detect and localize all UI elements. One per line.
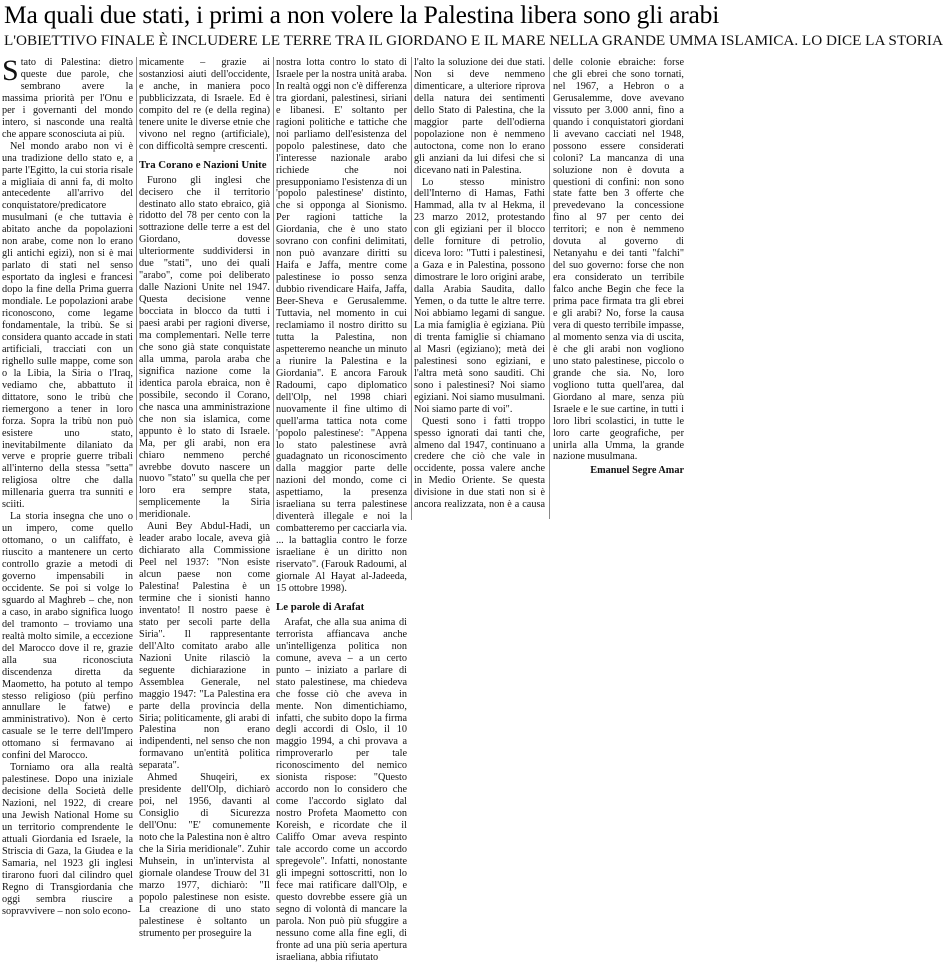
paragraph: micamente – grazie ai sostanziosi aiuti dell'occidente, e anche, in maniera poco pubblicizzata, di Israele. Ed è compito del re (e della regina) tenere unite le diverse etnie che vivono nel regno (artificiale), con difficoltà sempre crescenti. [139,57,270,152]
column-divider [411,57,412,520]
paragraph: Furono gli inglesi che decisero che il territorio destinato allo stato ebraico, già ridotto del 78 per cento con la sottrazione delle terre a est del Giordano, dovesse ulteriormente suddividersi in due "stati", uno dei quali "arabo", come poi deliberato dalle Nazioni Unite nel 1947. Questa decisione venne bocciata in blocco da tutti i paesi arabi per ragioni diverse, ma complementari. Nelle terre che sono già state conquistate alla umma, parola araba che significa nazione come la identica parola ebraica, non è possibile, secondo il Corano, che nasca una amministrazione che non sia islamica, come appunto è lo stato di Israele. Ma, per gli arabi, non era chiaro nemmeno perché avrebbe dovuto nascere un nuovo "stato" su quella che per loro era sempre stata, semplicemente la Siria meridionale. [139,174,270,521]
article-column-3 [276,57,407,963]
headline: Ma quali due stati, i primi a non volere la Palestina libera sono gli arabi [4,0,720,29]
paragraph: l'alto la soluzione dei due stati. Non si deve nemmeno dimenticare, a ulteriore riprova della natura dei sentimenti dello Stato di Palestina, che la maggior parte dell'odierna popolazione non è nemmeno autoctona, come non lo erano gli anziani da lui difesi che si dicevano nati in Palestina. [414,57,545,176]
article-column-2 [139,57,270,939]
paragraph: Auni Bey Abdul-Hadi, un leader arabo locale, aveva già dichiarato alla Commissione Peel nel 1937: "Non esiste alcun paese non come Palestina! Palestina è un termine che i sionisti hanno inventato! Il nostro paese è stato per secoli parte della Siria". Il rappresentante dell'Alto comitato arabo alle Nazioni Unite rilasciò la seguente dichiarazione in Assemblea Generale, nel maggio 1947: "La Palestina era parte della provincia della Siria; politicamente, gli arabi di Palestina non erano indipendenti, nel senso che non formavano un'entità politica separata". [139,521,270,772]
paragraph: Torniamo ora alla realtà palestinese. Dopo una iniziale decisione della Società delle Nazioni, nel 1922, di creare una Jewish National Home su un territorio comprendente le attuali Giordania ed Israele, la Striscia di Gaza, la Giudea e la Samaria, nel 1923 gli inglesi tirarono fuori dal cilindro quel Regno di Transgiordania che oggi sembra riuscire a sopravvivere – non solo econo- [2,762,133,917]
section-heading: Tra Corano e Nazioni Unite [139,158,267,171]
column-divider [136,57,137,520]
drop-cap: S [2,54,19,87]
article-column-1 [2,54,133,917]
paragraph: Lo stesso ministro dell'Interno di Hamas, Fathi Hammad, alla tv al Hekma, il 23 marzo 2012, protestando con gli egiziani per il blocco delle forniture di petrolio, diceva loro: "Tutti i palestinesi, a Gaza e in Palestina, possono dimostrare le loro origini arabe, dalla Arabia Saudita, dallo Yemen, o da tutte le altre terre. Noi abbiamo legami di sangue. La mia famiglia è egiziana. Più di trenta famiglie si chiamano al Masri (egiziano); metà dei palestinesi sono egiziani, e l'altra metà sono sauditi. Chi sono i palestinesi? Noi siamo egiziani. Noi siamo musulmani. Noi siamo parte di voi". [414,176,545,415]
paragraph [2,54,133,141]
paragraph: Ahmed Shuqeiri, ex presidente dell'Olp, dichiarò poi, nel 1956, davanti al Consiglio di Sicurezza dell'Onu: "E' comunemente noto che la Palestina non è altro che la Siria meridionale". Zuhir Muhsein, in un'intervista al giornale olandese Trouw del 31 marzo 1977, dichiarò: "Il popolo palestinese non esiste. La creazione di uno stato palestinese è soltanto un strumento per proseguire la [139,772,270,939]
paragraph: La storia insegna che uno o un impero, come quello ottomano, o un califfato, è riuscito a mantenere un certo controllo grazie a metodi di governo impensabili in occidente. Se poi si volge lo sguardo al Maghreb – che, non a caso, in arabo significa luogo del tramonto – troviamo una realtà molto simile, a eccezione del Marocco dove il re, grazie alla sua riconosciuta discendenza diretta da Maometto, ha potuto al tempo stesso religioso (più perfino annullare le fatwe) e amministrativo). Non è certo casuale se le terre dell'Impero ottomano si fermavano ai confini del Marocco. [2,511,133,762]
section-heading: Le parole di Arafat [276,600,365,613]
paragraph: Nel mondo arabo non vi è una tradizione dello stato e, a parte l'Egitto, la cui storia risale a migliaia di anni fa, di molto antecedente all'arrivo del conquistatore/predicatore musulmani (e che tuttavia è abitato anche da popolazioni non arabe, come non lo erano gli antichi egizi), non si è mai parlato di stati nel senso esportato da inglesi e francesi dopo la fine della Prima guerra mondiale. Le popolazioni arabe riconoscono, come legame fondamentale, la tribù. Se si considera quanto accade in stati artificiali, tracciati con un righello sulle mappe, come son o la Libia, la Siria o l'Iraq, vediamo che, abbattuto il dittatore, sono le tribù che riemergono a tener in loro forza. Sopra la tribù non può esistere uno stato, inevitabilmente dilaniato da verve e proprie guerre tribali all'interno della stessa "setta" religiosa oltre che dalla millenaria guerra tra sunniti e sciiti. [2,140,133,511]
column-divider [273,57,274,520]
paragraph-text: tato di Palestina: dietro queste due parole, che sembrano avere la massima priorità per l'Onu e per i governanti del mondo intero, si nasconde una realtà che appare sconosciuta ai più. [2,57,133,140]
paragraph: nostra lotta contro lo stato di Israele per la nostra unità araba. In realtà oggi non c'è differenza tra giordani, palestinesi, siriani e libanesi. E' soltanto per ragioni politiche e tattiche che noi parliamo dell'esistenza del popolo palestinese, dato che l'interesse nazionale arabo richiede che noi presupponiamo l'esistenza di un 'popolo palestinese' distinto, che si opponga al Sionismo. Per ragioni tattiche la Giordania, che è uno stato sovrano con confini delimitati, non può avanzare diritti su Haifa e Jaffa, mentre come palestinese io posso senza dubbio rivendicare Haifa, Jaffa, Beer-Sheva e Gerusalemme. Tuttavia, nel momento in cui reclamiamo il nostro diritto su tutta la Palestina, non aspetteremo neanche un minuto a riunire la Palestina e la Giordania". E ancora Farouk Radoumi, capo diplomatico dell'Olp, nel 1998 chiarì nuovamente il fine ultimo di quell'arma tattica nota come 'popolo palestinese': "Appena lo stato palestinese avrà guadagnato un riconoscimento dalla maggior parte delle nazioni del mondo, come ci aspettiamo, la presenza israeliana su terra palestinese diventerà illegale e noi la combatteremo per cacciarla via. ... la battaglia contro le forze israeliane è un diritto non riservato". (Farouk Radoumi, al giornale Al Hayat al-Jadeeda, 15 ottobre 1998). [276,57,407,594]
article-column-4 [414,57,684,519]
paragraph: Questi sono i fatti troppo spesso ignorati dai tanti che, almeno dal 1947, continuano a credere che ciò che vale in occidente, possa valere anche in Medio Oriente. Se questa divisione in due stati non si è ancora realizzata, non è a causa delle colonie ebraiche: forse che gli ebrei che sono tornati, nel 1967, a Hebron o a Gerusalemme, dove avevano vissuto per 3.000 anni, fino a quando i conquistatori giordani li avevano cacciati nel 1948, possono essere considerati coloni? La mancanza di una soluzione non è dovuta a questioni di confini: non sono state fatte ben 3 offerte che prevedevano la concessione fino al 97 per cento dei territori; e non è nemmeno dovuta al governo di Netanyahu e dei tanti "falchi" del suo governo: forse che non era considerato un terribile falco anche Begin che fece la prima pace firmata tra gli ebrei e gli arabi? No, forse la causa vera di questo terribile impasse, al momento senza via di uscita, è che gli arabi non vogliono uno stato palestinese, piccolo o grande che sia. No, loro vogliono tutta quell'area, dal Giordano al mare, senza più Israele e le sue cartine, in tutti i loro libri scolastici, in tutte le loro carte geografiche, per unirla alla Umma, la grande nazione musulmana. [414,57,684,511]
subheadline: L'OBIETTIVO FINALE È INCLUDERE LE TERRE TRA IL GIORDANO E IL MARE NELLA GRANDE UMMA ISLAMICA. LO DICE LA STORIA [4,32,943,49]
paragraph: Arafat, che alla sua anima di terrorista affiancava anche un'intelligenza politica non comune, aveva – a un certo punto – iniziato a parlare di stato palestinese, ma chiedeva che fosse ciò che aveva in mente. Non dimentichiamo, infatti, che subito dopo la firma degli accordi di Oslo, il 10 maggio 1994, a chi provava a rimproverarlo per tale riconoscimento del nemico sionista rispose: "Questo accordo non lo considero che come l'accordo siglato dal nostro Profeta Maometto con Koreish, e ricordate che il Califfo Omar aveva respinto tale accordo come un accordo spregevole". Infatti, nonostante gli impegni sottoscritti, non lo fece mai ratificare dall'Olp, e questo dovrebbe essere già un segno di volontà di mancare la parola. Non può più sfuggire a nessuno come alla fine egli, di fronte ad una più seria apertura israeliana, abbia rifiutato [276,616,407,963]
author-signature: Emanuel Segre Amar [590,465,684,477]
